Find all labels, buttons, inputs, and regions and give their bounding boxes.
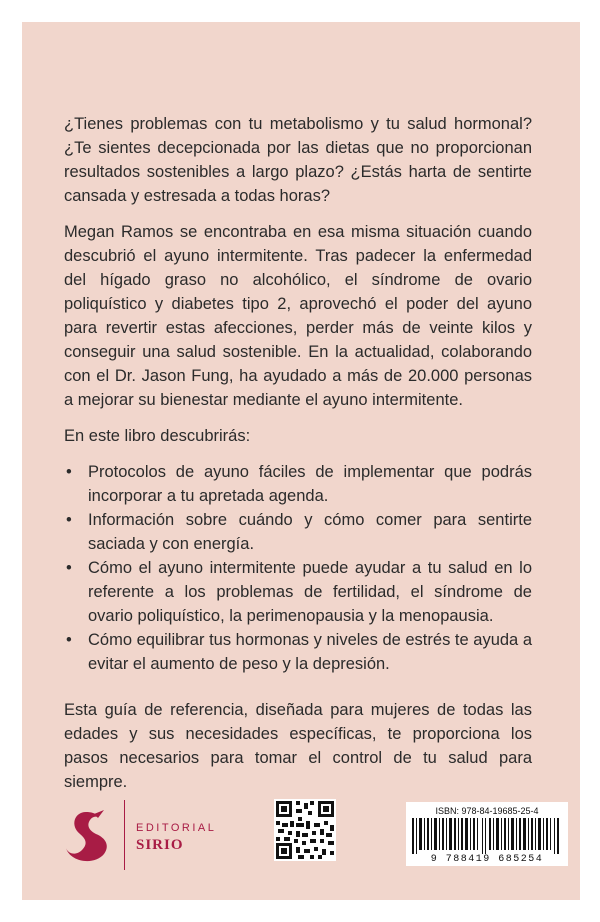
list-item: • Cómo equilibrar tus hormonas y niveles de estrés te ayuda a evitar el aumento de peso y la depresión. xyxy=(66,631,532,673)
blurb xyxy=(64,112,532,806)
barcode-icon xyxy=(412,818,562,854)
list-item: • Información sobre cuándo y cómo comer para sentirte saciada y con energía. xyxy=(66,511,532,553)
swan-icon xyxy=(64,804,114,866)
paragraph-author: Megan Ramos se encontraba en esa misma situación cuando descubrió el ayuno intermitente. Tras padecer la enfermedad del hígado graso no alcohólico, el síndrome de ovario poliquístico y diabetes tipo 2, aprovechó el poder del ayuno para revertir estas afecciones, perder más de veinte kilos y conseguir una salud sostenible. En la actualidad, colaborando con el Dr. Jason Fung, ha ayudado a más de 20.000 personas a mejorar su bienestar mediante el ayuno intermitente. xyxy=(64,223,532,409)
qr-code-icon xyxy=(274,799,336,861)
logo-divider xyxy=(124,800,125,870)
isbn-label: ISBN: 978-84-19685-25-4 xyxy=(435,806,539,816)
paragraph-intro: ¿Tienes problemas con tu metabolismo y tu salud hormonal? ¿Te sientes decepcionada por las dietas que no proporcionan resultados sostenibles a largo plazo? ¿Estás harta de sentirte cansada y estresada a todas horas? xyxy=(64,115,532,205)
paragraph-closing: Esta guía de referencia, diseñada para mujeres de todas las edades y sus necesidades específicas, te proporciona los pasos necesarios para tomar el control de tu salud para siempre. xyxy=(64,701,532,791)
list-item: • Protocolos de ayuno fáciles de implementar que podrás incorporar a tu apretada agenda. xyxy=(66,463,532,505)
publisher-line1: EDITORIAL xyxy=(136,822,217,834)
isbn-barcode xyxy=(406,802,568,866)
publisher-line2: SIRIO xyxy=(136,837,184,853)
publisher-logo xyxy=(64,800,244,870)
list-item: • Cómo el ayuno intermitente puede ayudar a tu salud en lo referente a los problemas de fertilidad, el síndrome de ovario poliquístico, la perimenopausia y la menopausia. xyxy=(66,559,532,625)
barcode-digits: 9 788419 685254 xyxy=(430,854,544,865)
paragraph-list-intro: En este libro descubrirás: xyxy=(64,427,251,445)
bullet-list xyxy=(64,460,532,676)
